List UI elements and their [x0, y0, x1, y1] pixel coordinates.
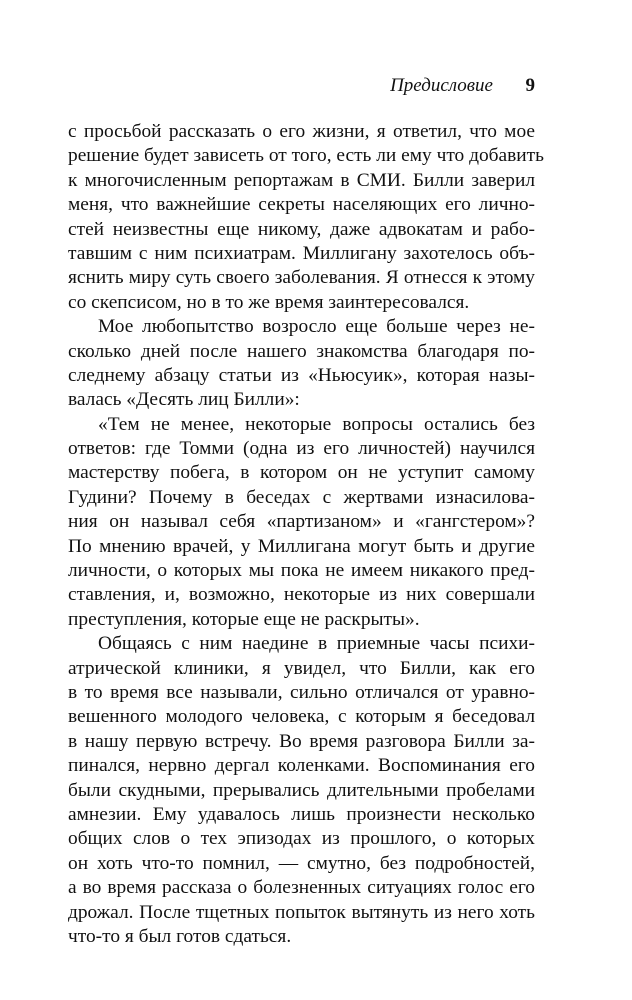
text-line: атрической клиники, я увидел, что Билли, как его [68, 657, 535, 679]
text-line: преступления, которые еще не раскрыты». [68, 608, 420, 630]
section-title: Предисловие [390, 75, 493, 96]
text-line: тавшим с ним психиатрам. Миллигану захотелось объ- [68, 242, 535, 264]
text-line: Гудини? Почему в беседах с жертвами изнасилова- [68, 486, 535, 508]
paragraph [68, 413, 535, 633]
text-line: ния он называл себя «партизаном» и «гангстером»? [68, 511, 535, 533]
paragraph [68, 315, 535, 413]
text-line: в то время все называли, сильно отличался от уравно- [68, 681, 535, 703]
text-line: мастерству побега, в котором он не уступит самому [68, 462, 535, 484]
text-line: сколько дней после нашего знакомства благодаря по- [68, 340, 535, 362]
text-line: «Тем не менее, некоторые вопросы остались без [98, 413, 535, 435]
text-line: Мое любопытство возросло еще больше через не- [98, 316, 535, 338]
text-line: ответов: где Томми (одна из его личностей) научился [68, 438, 535, 460]
text-line: в нашу первую встречу. Во время разговора Билли за- [68, 730, 535, 752]
text-line: Общаясь с ним наедине в приемные часы психи- [98, 633, 535, 655]
text-line: вешенного молодого человека, с которым я беседовал [68, 706, 535, 728]
text-line: пинался, нервно дергал коленками. Воспоминания его [68, 755, 535, 777]
paragraph [68, 632, 535, 949]
page-number: 9 [525, 75, 535, 96]
text-line: а во время рассказа о болезненных ситуациях голос его [68, 877, 535, 899]
text-line: По мнению врачей, у Миллигана могут быть и другие [68, 535, 535, 557]
text-line: стей неизвестны еще никому, даже адвокатам и рабо- [68, 218, 535, 240]
text-line: к многочисленным репортажам в СМИ. Билли заверил [68, 169, 535, 191]
text-line: общих слов о тех эпизодах из прошлого, о которых [68, 828, 535, 850]
text-line: яснить миру суть своего заболевания. Я отнесся к этому [68, 267, 535, 289]
text-line: ставления, и, возможно, некоторые из них совершали [68, 584, 535, 606]
text-line: дрожал. После тщетных попыток вытянуть из него хоть [68, 901, 535, 923]
text-line: с просьбой рассказать о его жизни, я ответил, что мое [68, 121, 535, 142]
text-line: личности, о которых мы пока не имеем никакого пред- [68, 560, 535, 582]
text-line: валась «Десять лиц Билли»: [68, 389, 300, 411]
text-line: следнему абзацу статьи из «Ньюсуик», которая назы- [68, 364, 535, 386]
text-line: со скепсисом, но в то же время заинтересовался. [68, 291, 470, 313]
body-text [68, 120, 544, 949]
text-line: что-то я был готов сдаться. [68, 925, 292, 947]
paragraph [68, 120, 544, 315]
text-line: меня, что важнейшие секреты населяющих его лично- [68, 194, 535, 216]
text-line: были скудными, прерывались длительными пробелами [68, 779, 535, 801]
running-header [68, 74, 535, 98]
text-line: решение будет зависеть от того, есть ли ему что добавить [68, 145, 544, 167]
text-line: амнезии. Ему удавалось лишь произнести несколько [68, 803, 535, 825]
text-line: он хоть что-то помнил, — смутно, без подробностей, [68, 852, 535, 874]
